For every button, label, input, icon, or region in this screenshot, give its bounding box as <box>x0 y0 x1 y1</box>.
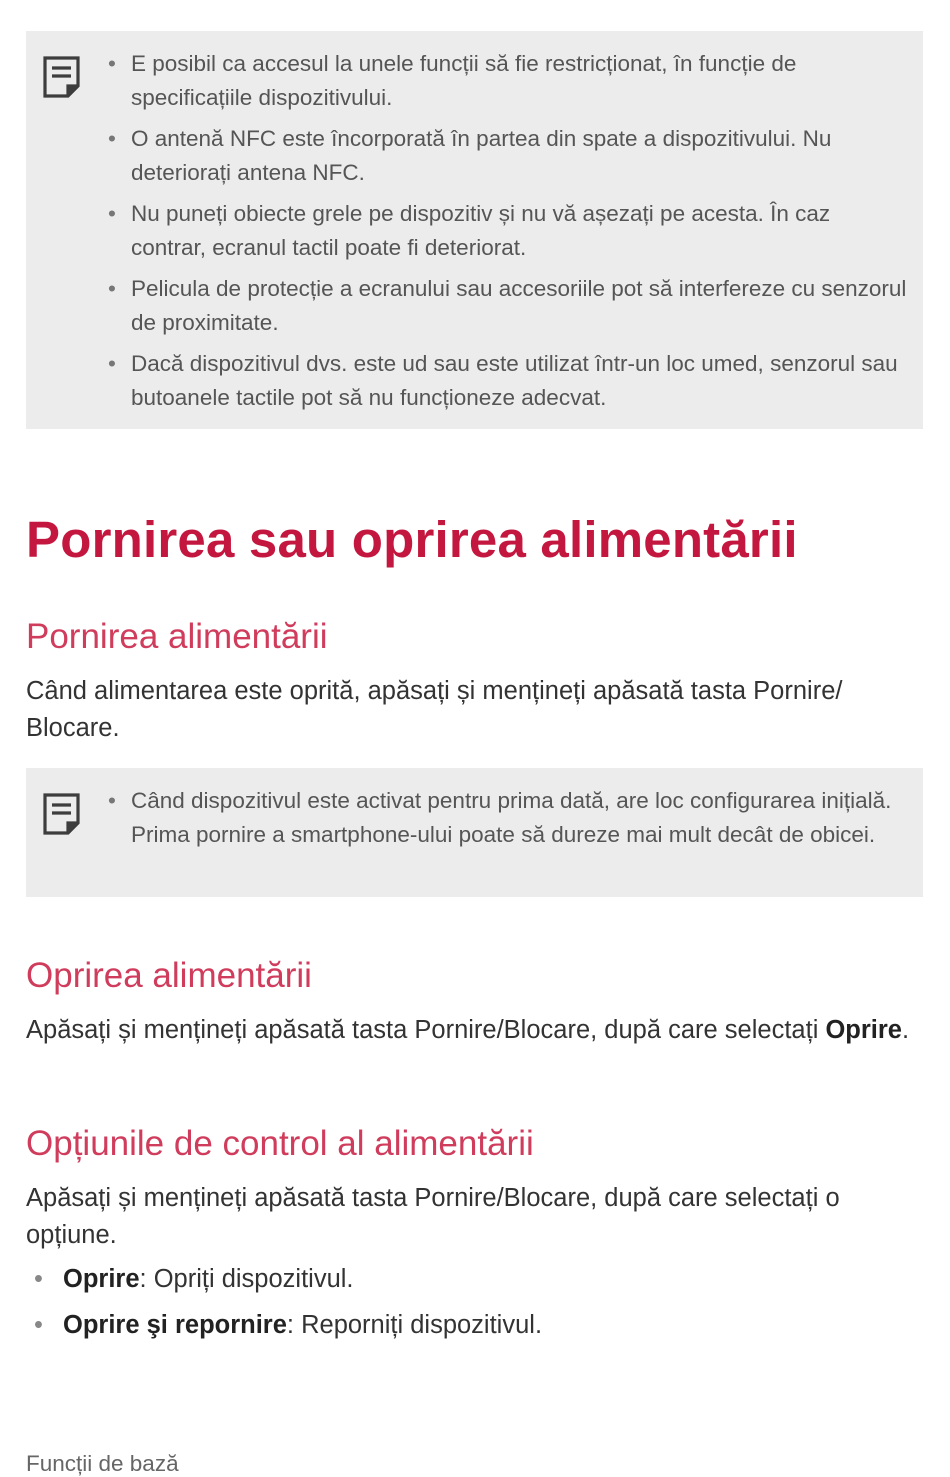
section-title: Pornirea sau oprirea alimentării <box>26 511 798 568</box>
list-item <box>26 1261 923 1298</box>
power-off-heading: Oprirea alimentării <box>26 956 312 995</box>
power-off-text-end: . <box>901 1016 910 1044</box>
page-footer: Funcții de bază <box>26 1451 179 1476</box>
note-item: • Nu puneți obiecte grele pe dispozitiv și nu vă așezați pe acesta. În caz contrar, ecranul tactil poate fi deteriorat. <box>108 197 909 265</box>
note-item: • E posibil ca accesul la unele funcții să fie restricționat, în funcție de specificațiile dispozitivului. <box>108 47 909 115</box>
option-term: Oprire şi repornire <box>63 1311 287 1339</box>
power-on-heading: Pornirea alimentării <box>26 617 328 656</box>
note-box-restrictions <box>26 31 923 429</box>
manual-page <box>26 0 923 1477</box>
list-item <box>26 1307 923 1344</box>
note-item: • Dacă dispozitivul dvs. este ud sau este utilizat într-un loc umed, senzorul sau butoanele tactile pot să nu funcționeze adecvat. <box>108 347 909 415</box>
note-list <box>108 784 909 859</box>
power-options-heading: Opțiunile de control al alimentării <box>26 1124 534 1163</box>
power-on-text: Când alimentarea este oprită, apăsați și mențineți apăsată tasta Pornire/ Blocare. <box>26 677 843 742</box>
note-list <box>108 47 909 422</box>
power-off-text <box>26 1012 923 1049</box>
option-description: : Opriți dispozitivul. <box>139 1265 354 1293</box>
note-icon <box>42 55 82 99</box>
option-term: Oprire <box>63 1265 140 1293</box>
power-off-text-lead: Apăsați și mențineți apăsată tasta Pornire/Blocare, după care selectați <box>26 1016 826 1044</box>
power-options-list <box>26 1261 923 1353</box>
power-options-text: Apăsați și mențineți apăsată tasta Pornire/Blocare, după care selectați o opțiune. <box>26 1184 840 1249</box>
note-icon <box>42 792 82 836</box>
note-item: • O antenă NFC este încorporată în partea din spate a dispozitivului. Nu deteriorați antena NFC. <box>108 122 909 190</box>
note-item: • Pelicula de protecție a ecranului sau accesoriile pot să interfereze cu senzorul de proximitate. <box>108 272 909 340</box>
note-box-first-boot <box>26 768 923 897</box>
note-item: • Când dispozitivul este activat pentru prima dată, are loc configurarea inițială. Prima pornire a smartphone-ului poate să dureze mai mult decât de obicei. <box>108 784 909 852</box>
power-off-option-name: Oprire <box>825 1016 902 1044</box>
option-description: : Reporniți dispozitivul. <box>286 1311 543 1339</box>
